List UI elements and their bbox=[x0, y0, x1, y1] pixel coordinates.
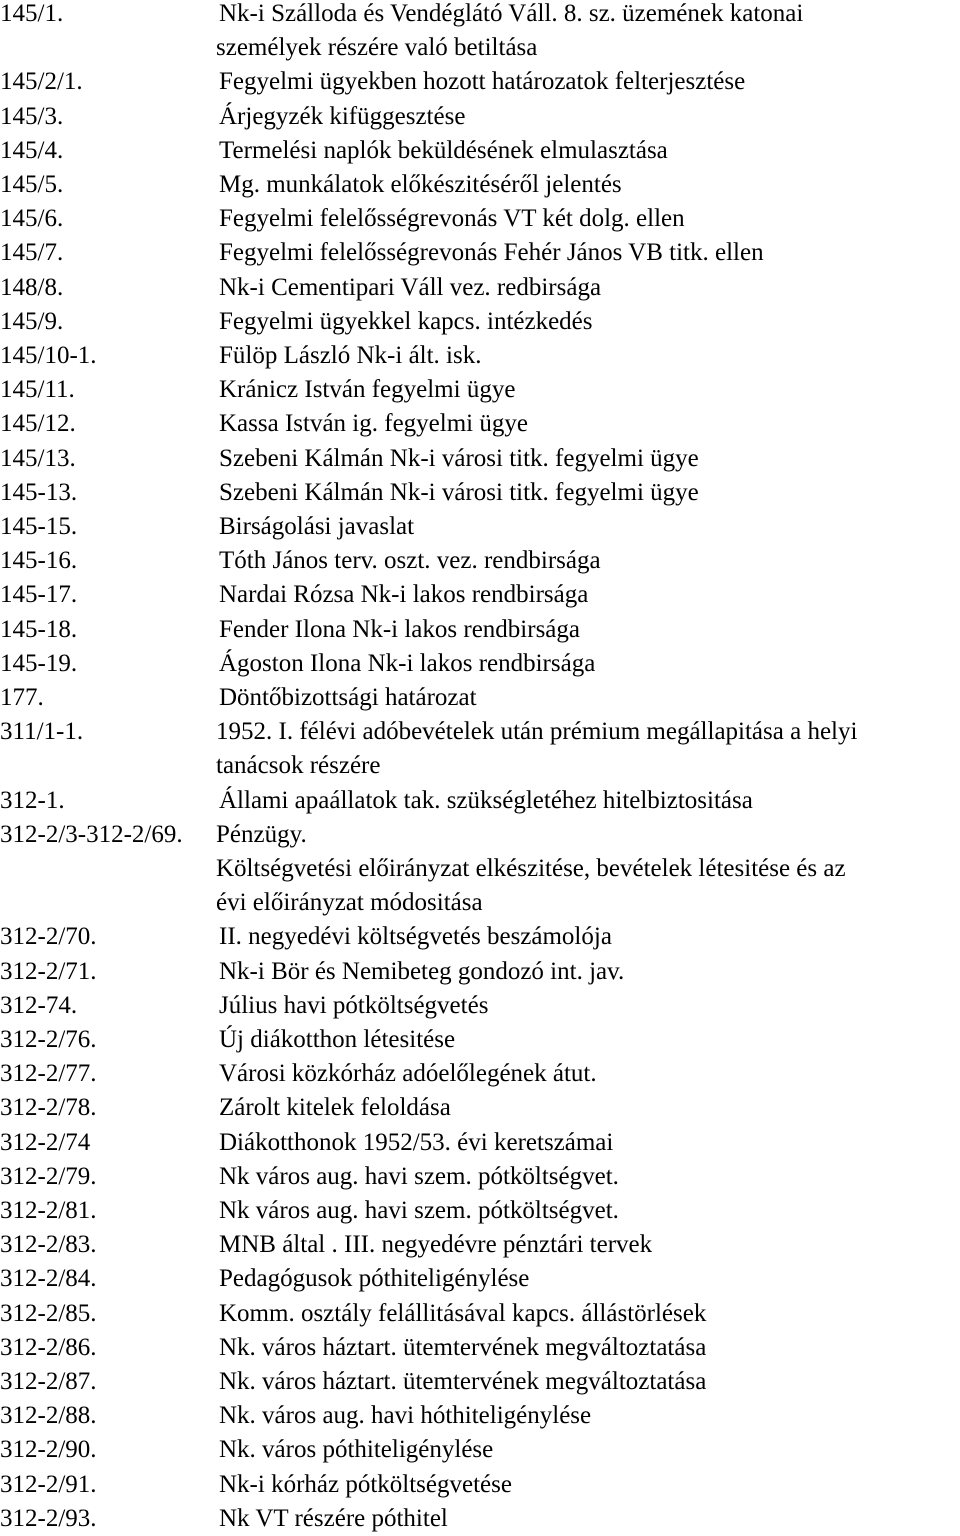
reference-number: 177. bbox=[0, 684, 44, 711]
reference-number: 312-2/88. bbox=[0, 1402, 97, 1430]
entry-description: Pénzügy. bbox=[216, 820, 307, 848]
entry-description: tanácsok részére bbox=[216, 752, 381, 780]
reference-number: 312-2/78. bbox=[0, 1094, 97, 1122]
reference-number: 312-2/77. bbox=[0, 1060, 97, 1088]
entry-description: Új diákotthon létesitése bbox=[219, 1026, 456, 1053]
entry-description: Július havi pótköltségvetés bbox=[219, 991, 489, 1019]
entry-description: Nk. város háztart. ütemtervének megváltoztatása bbox=[219, 1333, 707, 1361]
entry-description: Fender Ilona Nk-i lakos rendbirsága bbox=[219, 615, 580, 643]
entry-description: évi előirányzat módositása bbox=[216, 889, 483, 917]
entry-description: Zárolt kitelek feloldása bbox=[219, 1094, 451, 1122]
reference-number: 145/13. bbox=[0, 444, 76, 472]
reference-number: 312-2/87. bbox=[0, 1368, 97, 1395]
entry-description: Birságolási javaslat bbox=[219, 513, 415, 540]
entry-description: Nk-i Bör és Nemibeteg gondozó int. jav. bbox=[219, 957, 625, 985]
reference-number: 148/8. bbox=[0, 273, 64, 301]
entry-description: Nk. város póthiteligénylése bbox=[219, 1436, 494, 1464]
entry-description: Nardai Rózsa Nk-i lakos rendbirsága bbox=[219, 581, 589, 609]
entry-description: Tóth János terv. oszt. vez. rendbirsága bbox=[219, 547, 601, 575]
entry-description: Nk-i Cementipari Váll vez. redbirsága bbox=[219, 273, 602, 301]
reference-number: 145/1. bbox=[0, 0, 64, 27]
reference-number: 145-13. bbox=[0, 478, 78, 506]
reference-number: 145/2/1. bbox=[0, 68, 83, 96]
reference-number: 145/7. bbox=[0, 239, 64, 267]
reference-number: 145-19. bbox=[0, 649, 78, 677]
entry-description: Nk-i Szálloda és Vendéglátó Váll. 8. sz. üzemének katonai bbox=[219, 0, 804, 27]
reference-number: 145-15. bbox=[0, 513, 78, 540]
reference-number: 312-74. bbox=[0, 991, 78, 1019]
entry-description: Nk-i kórház pótköltségvetése bbox=[219, 1470, 512, 1498]
entry-description: Kránicz István fegyelmi ügye bbox=[219, 376, 516, 404]
entry-description: személyek részére való betiltása bbox=[216, 34, 538, 62]
entry-description: Nk. város háztart. ütemtervének megváltoztatása bbox=[219, 1368, 707, 1395]
entry-description: Nk város aug. havi szem. pótköltségvet. bbox=[219, 1197, 619, 1224]
reference-number: 145/11. bbox=[0, 376, 75, 404]
entry-description: Fegyelmi felelősségrevonás VT két dolg. ellen bbox=[219, 205, 685, 233]
entry-description: Termelési naplók beküldésének elmulasztása bbox=[219, 136, 668, 164]
entry-description: Fülöp László Nk-i ált. isk. bbox=[219, 342, 482, 369]
reference-number: 312-2/76. bbox=[0, 1026, 97, 1053]
entry-description: Árjegyzék kifüggesztése bbox=[219, 102, 466, 130]
entry-description: Nk VT részére póthitel bbox=[219, 1504, 448, 1532]
entry-description: Kassa István ig. fegyelmi ügye bbox=[219, 410, 528, 438]
reference-number: 312-2/90. bbox=[0, 1436, 97, 1464]
entry-description: Nk. város aug. havi hóthiteligénylése bbox=[219, 1402, 592, 1430]
reference-number: 312-2/91. bbox=[0, 1470, 97, 1498]
entry-description: II. negyedévi költségvetés beszámolója bbox=[219, 923, 612, 951]
reference-number: 312-1. bbox=[0, 786, 65, 814]
entry-description: Fegyelmi felelősségrevonás Fehér János VB titk. ellen bbox=[219, 239, 764, 267]
reference-number: 145/9. bbox=[0, 307, 64, 335]
reference-number: 312-2/84. bbox=[0, 1265, 97, 1293]
reference-number: 145/5. bbox=[0, 171, 64, 198]
entry-description: Pedagógusok póthiteligénylése bbox=[219, 1265, 530, 1293]
entry-description: Költségvetési előirányzat elkészitése, bevételek létesitése és az bbox=[216, 855, 846, 882]
reference-number: 145/6. bbox=[0, 205, 64, 233]
reference-number: 145/4. bbox=[0, 136, 64, 164]
reference-number: 312-2/70. bbox=[0, 923, 97, 951]
reference-number: 312-2/79. bbox=[0, 1162, 97, 1190]
entry-description: Mg. munkálatok előkészitéséről jelentés bbox=[219, 171, 622, 198]
entry-description: Komm. osztály felállitásával kapcs. állástörlések bbox=[219, 1299, 707, 1327]
reference-number: 311/1-1. bbox=[0, 718, 84, 746]
entry-description: Állami apaállatok tak. szükségletéhez hitelbiztositása bbox=[219, 786, 753, 814]
reference-number: 312-2/85. bbox=[0, 1299, 97, 1327]
entry-description: 1952. I. félévi adóbevételek után prémium megállapitása a helyi bbox=[216, 718, 858, 746]
entry-description: Diákotthonok 1952/53. évi keretszámai bbox=[219, 1128, 614, 1156]
entry-description: Fegyelmi ügyekkel kapcs. intézkedés bbox=[219, 307, 593, 335]
reference-number: 312-2/93. bbox=[0, 1504, 97, 1532]
reference-number: 145-17. bbox=[0, 581, 78, 609]
reference-number: 145-18. bbox=[0, 615, 78, 643]
reference-number: 145/3. bbox=[0, 102, 64, 130]
entry-description: Szebeni Kálmán Nk-i városi titk. fegyelmi ügye bbox=[219, 444, 699, 472]
entry-description: Döntőbizottsági határozat bbox=[219, 684, 477, 711]
entry-description: Nk város aug. havi szem. pótköltségvet. bbox=[219, 1162, 619, 1190]
reference-number: 145/12. bbox=[0, 410, 76, 438]
reference-number: 145-16. bbox=[0, 547, 78, 575]
reference-number: 312-2/83. bbox=[0, 1231, 97, 1259]
reference-number: 312-2/3-312-2/69. bbox=[0, 820, 183, 848]
entry-description: Ágoston Ilona Nk-i lakos rendbirsága bbox=[219, 649, 596, 677]
reference-number: 145/10-1. bbox=[0, 342, 97, 369]
entry-description: Szebeni Kálmán Nk-i városi titk. fegyelmi ügye bbox=[219, 478, 699, 506]
entry-description: Városi közkórház adóelőlegének átut. bbox=[219, 1060, 597, 1088]
reference-number: 312-2/81. bbox=[0, 1197, 97, 1224]
reference-number: 312-2/71. bbox=[0, 957, 97, 985]
reference-number: 312-2/86. bbox=[0, 1333, 97, 1361]
reference-number: 312-2/74 bbox=[0, 1128, 91, 1156]
entry-description: Fegyelmi ügyekben hozott határozatok felterjesztése bbox=[219, 68, 746, 96]
entry-description: MNB által . III. negyedévre pénztári tervek bbox=[219, 1231, 653, 1259]
